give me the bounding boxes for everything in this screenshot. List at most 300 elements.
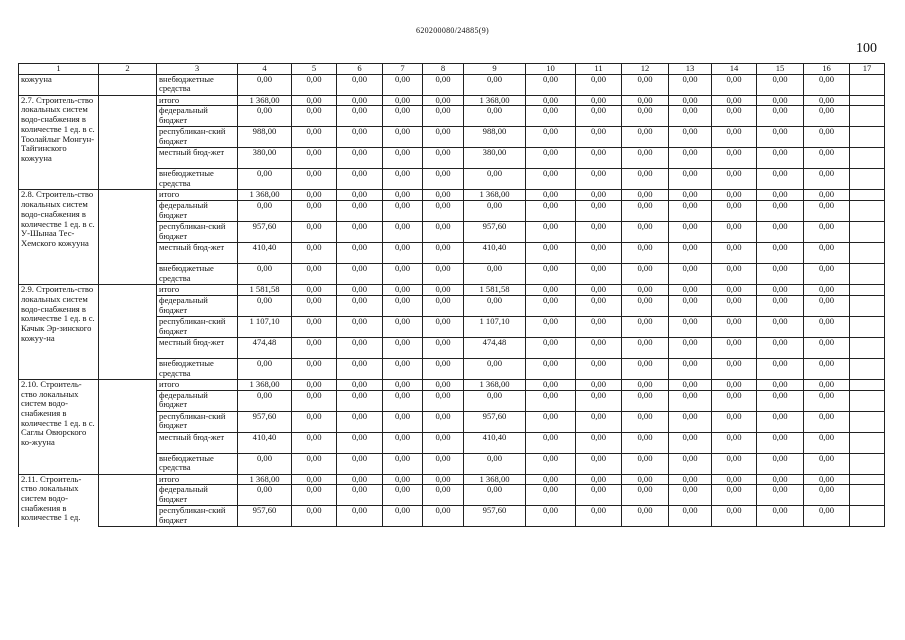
amount-cell: 0,00 bbox=[526, 485, 576, 506]
amount-cell: 0,00 bbox=[383, 379, 423, 390]
amount-cell: 1 107,10 bbox=[464, 316, 526, 337]
funding-source: внебюджетные средства bbox=[157, 74, 238, 95]
amount-cell: 0,00 bbox=[712, 453, 757, 474]
amount-cell: 0,00 bbox=[576, 285, 622, 296]
amount-cell: 0,00 bbox=[757, 264, 804, 285]
amount-cell: 0,00 bbox=[576, 127, 622, 148]
amount-cell: 0,00 bbox=[526, 474, 576, 485]
funding-source: итого bbox=[157, 95, 238, 106]
amount-cell: 0,00 bbox=[757, 411, 804, 432]
funding-source: итого bbox=[157, 190, 238, 201]
column-header: 4 bbox=[238, 64, 292, 75]
amount-cell: 0,00 bbox=[292, 74, 337, 95]
column-header: 7 bbox=[383, 64, 423, 75]
amount-cell: 0,00 bbox=[712, 358, 757, 379]
amount-cell: 0,00 bbox=[804, 474, 850, 485]
amount-cell: 0,00 bbox=[337, 127, 383, 148]
amount-cell: 0,00 bbox=[526, 506, 576, 527]
amount-cell: 0,00 bbox=[712, 169, 757, 190]
amount-cell: 0,00 bbox=[383, 285, 423, 296]
amount-cell: 0,00 bbox=[464, 453, 526, 474]
amount-cell: 1 368,00 bbox=[464, 190, 526, 201]
amount-cell: 0,00 bbox=[576, 74, 622, 95]
amount-cell: 0,00 bbox=[292, 201, 337, 222]
amount-cell: 957,60 bbox=[464, 222, 526, 243]
amount-cell: 0,00 bbox=[423, 201, 464, 222]
amount-cell: 0,00 bbox=[292, 295, 337, 316]
amount-cell: 0,00 bbox=[669, 295, 712, 316]
amount-cell: 0,00 bbox=[383, 485, 423, 506]
measure-name: 2.11. Строитель-ство локальных систем водо-снабжения в количестве 1 ед. bbox=[19, 474, 99, 527]
amount-cell: 0,00 bbox=[526, 316, 576, 337]
amount-cell: 0,00 bbox=[576, 474, 622, 485]
amount-cell: 0,00 bbox=[526, 432, 576, 453]
amount-cell: 0,00 bbox=[423, 74, 464, 95]
amount-cell: 0,00 bbox=[712, 106, 757, 127]
amount-cell: 0,00 bbox=[526, 264, 576, 285]
amount-cell: 0,00 bbox=[622, 222, 669, 243]
amount-cell: 0,00 bbox=[576, 379, 622, 390]
table-row bbox=[19, 474, 885, 485]
amount-cell: 0,00 bbox=[669, 358, 712, 379]
amount-cell: 0,00 bbox=[804, 222, 850, 243]
amount-cell: 0,00 bbox=[757, 358, 804, 379]
amount-cell: 0,00 bbox=[757, 222, 804, 243]
amount-cell: 0,00 bbox=[337, 316, 383, 337]
amount-cell: 0,00 bbox=[423, 432, 464, 453]
amount-cell: 0,00 bbox=[622, 106, 669, 127]
amount-cell: 0,00 bbox=[383, 453, 423, 474]
amount-cell: 0,00 bbox=[669, 243, 712, 264]
executor-cell bbox=[99, 74, 157, 95]
amount-cell: 0,00 bbox=[757, 148, 804, 169]
amount-cell: 0,00 bbox=[757, 285, 804, 296]
amount-cell: 0,00 bbox=[383, 74, 423, 95]
column-header: 15 bbox=[757, 64, 804, 75]
funding-source: внебюджетные средства bbox=[157, 453, 238, 474]
amount-cell: 0,00 bbox=[669, 95, 712, 106]
amount-cell: 0,00 bbox=[576, 411, 622, 432]
amount-cell: 0,00 bbox=[337, 95, 383, 106]
amount-cell: 0,00 bbox=[238, 295, 292, 316]
amount-cell: 0,00 bbox=[423, 243, 464, 264]
amount-cell: 0,00 bbox=[622, 506, 669, 527]
funding-source: федеральный бюджет bbox=[157, 201, 238, 222]
amount-cell: 0,00 bbox=[576, 264, 622, 285]
amount-cell: 0,00 bbox=[622, 337, 669, 358]
amount-cell: 0,00 bbox=[804, 190, 850, 201]
amount-cell: 0,00 bbox=[526, 222, 576, 243]
column-17-cell bbox=[850, 316, 885, 337]
amount-cell: 0,00 bbox=[423, 285, 464, 296]
amount-cell: 0,00 bbox=[669, 264, 712, 285]
amount-cell: 0,00 bbox=[757, 201, 804, 222]
amount-cell: 1 581,58 bbox=[238, 285, 292, 296]
column-17-cell bbox=[850, 106, 885, 127]
amount-cell: 0,00 bbox=[337, 106, 383, 127]
amount-cell: 0,00 bbox=[292, 337, 337, 358]
amount-cell: 0,00 bbox=[712, 411, 757, 432]
amount-cell: 0,00 bbox=[712, 337, 757, 358]
amount-cell: 0,00 bbox=[238, 74, 292, 95]
column-17-cell bbox=[850, 337, 885, 358]
amount-cell: 0,00 bbox=[669, 127, 712, 148]
amount-cell: 0,00 bbox=[757, 95, 804, 106]
amount-cell: 0,00 bbox=[337, 190, 383, 201]
amount-cell: 0,00 bbox=[576, 506, 622, 527]
amount-cell: 0,00 bbox=[757, 316, 804, 337]
amount-cell: 0,00 bbox=[622, 411, 669, 432]
amount-cell: 0,00 bbox=[804, 316, 850, 337]
amount-cell: 0,00 bbox=[576, 106, 622, 127]
amount-cell: 957,60 bbox=[238, 411, 292, 432]
column-17-cell bbox=[850, 411, 885, 432]
amount-cell: 0,00 bbox=[712, 506, 757, 527]
column-header: 8 bbox=[423, 64, 464, 75]
column-17-cell bbox=[850, 74, 885, 95]
amount-cell: 0,00 bbox=[383, 390, 423, 411]
column-header: 13 bbox=[669, 64, 712, 75]
funding-source: итого bbox=[157, 285, 238, 296]
amount-cell: 0,00 bbox=[383, 127, 423, 148]
column-header: 1 bbox=[19, 64, 99, 75]
amount-cell: 0,00 bbox=[804, 201, 850, 222]
amount-cell: 0,00 bbox=[292, 127, 337, 148]
amount-cell: 0,00 bbox=[804, 390, 850, 411]
amount-cell: 0,00 bbox=[757, 190, 804, 201]
amount-cell: 0,00 bbox=[238, 485, 292, 506]
amount-cell: 0,00 bbox=[712, 285, 757, 296]
amount-cell: 0,00 bbox=[712, 390, 757, 411]
amount-cell: 0,00 bbox=[622, 453, 669, 474]
funding-source: федеральный бюджет bbox=[157, 106, 238, 127]
amount-cell: 0,00 bbox=[337, 411, 383, 432]
amount-cell: 1 368,00 bbox=[238, 190, 292, 201]
amount-cell: 0,00 bbox=[526, 127, 576, 148]
amount-cell: 0,00 bbox=[757, 390, 804, 411]
amount-cell: 0,00 bbox=[669, 106, 712, 127]
amount-cell: 0,00 bbox=[238, 358, 292, 379]
funding-source: федеральный бюджет bbox=[157, 295, 238, 316]
amount-cell: 0,00 bbox=[669, 390, 712, 411]
amount-cell: 0,00 bbox=[383, 243, 423, 264]
amount-cell: 0,00 bbox=[526, 243, 576, 264]
amount-cell: 0,00 bbox=[712, 95, 757, 106]
column-header: 11 bbox=[576, 64, 622, 75]
funding-source: местный бюд-жет bbox=[157, 148, 238, 169]
amount-cell: 0,00 bbox=[423, 358, 464, 379]
amount-cell: 0,00 bbox=[622, 379, 669, 390]
amount-cell: 0,00 bbox=[292, 379, 337, 390]
amount-cell: 1 368,00 bbox=[464, 95, 526, 106]
amount-cell: 0,00 bbox=[622, 74, 669, 95]
amount-cell: 0,00 bbox=[804, 264, 850, 285]
amount-cell: 0,00 bbox=[337, 243, 383, 264]
amount-cell: 0,00 bbox=[423, 485, 464, 506]
amount-cell: 0,00 bbox=[383, 316, 423, 337]
amount-cell: 0,00 bbox=[669, 379, 712, 390]
amount-cell: 0,00 bbox=[383, 506, 423, 527]
executor-cell bbox=[99, 285, 157, 380]
column-17-cell bbox=[850, 190, 885, 201]
amount-cell: 0,00 bbox=[238, 453, 292, 474]
amount-cell: 0,00 bbox=[622, 295, 669, 316]
amount-cell: 0,00 bbox=[622, 148, 669, 169]
amount-cell: 0,00 bbox=[423, 316, 464, 337]
amount-cell: 0,00 bbox=[292, 432, 337, 453]
amount-cell: 0,00 bbox=[423, 390, 464, 411]
amount-cell: 1 368,00 bbox=[238, 474, 292, 485]
amount-cell: 0,00 bbox=[669, 453, 712, 474]
amount-cell: 0,00 bbox=[576, 222, 622, 243]
amount-cell: 0,00 bbox=[622, 390, 669, 411]
amount-cell: 0,00 bbox=[423, 337, 464, 358]
funding-source: республикан-ский бюджет bbox=[157, 316, 238, 337]
amount-cell: 1 368,00 bbox=[238, 95, 292, 106]
amount-cell: 988,00 bbox=[464, 127, 526, 148]
amount-cell: 0,00 bbox=[622, 95, 669, 106]
amount-cell: 0,00 bbox=[337, 358, 383, 379]
amount-cell: 0,00 bbox=[526, 390, 576, 411]
amount-cell: 0,00 bbox=[238, 201, 292, 222]
amount-cell: 0,00 bbox=[669, 190, 712, 201]
amount-cell: 0,00 bbox=[292, 95, 337, 106]
amount-cell: 0,00 bbox=[576, 453, 622, 474]
amount-cell: 0,00 bbox=[383, 295, 423, 316]
funding-source: федеральный бюджет bbox=[157, 390, 238, 411]
amount-cell: 0,00 bbox=[526, 148, 576, 169]
amount-cell: 0,00 bbox=[526, 379, 576, 390]
amount-cell: 0,00 bbox=[712, 295, 757, 316]
table-row bbox=[19, 379, 885, 390]
amount-cell: 0,00 bbox=[383, 222, 423, 243]
amount-cell: 0,00 bbox=[804, 453, 850, 474]
amount-cell: 0,00 bbox=[383, 190, 423, 201]
amount-cell: 0,00 bbox=[464, 485, 526, 506]
column-header: 12 bbox=[622, 64, 669, 75]
amount-cell: 0,00 bbox=[337, 264, 383, 285]
amount-cell: 0,00 bbox=[712, 243, 757, 264]
amount-cell: 0,00 bbox=[757, 295, 804, 316]
amount-cell: 957,60 bbox=[464, 506, 526, 527]
amount-cell: 0,00 bbox=[804, 337, 850, 358]
amount-cell: 0,00 bbox=[292, 390, 337, 411]
amount-cell: 0,00 bbox=[576, 337, 622, 358]
funding-source: внебюджетные средства bbox=[157, 169, 238, 190]
amount-cell: 0,00 bbox=[712, 190, 757, 201]
amount-cell: 0,00 bbox=[622, 127, 669, 148]
amount-cell: 0,00 bbox=[712, 485, 757, 506]
amount-cell: 0,00 bbox=[712, 316, 757, 337]
amount-cell: 0,00 bbox=[292, 264, 337, 285]
amount-cell: 0,00 bbox=[292, 285, 337, 296]
amount-cell: 0,00 bbox=[423, 190, 464, 201]
amount-cell: 0,00 bbox=[669, 222, 712, 243]
amount-cell: 0,00 bbox=[669, 506, 712, 527]
amount-cell: 0,00 bbox=[804, 95, 850, 106]
amount-cell: 0,00 bbox=[757, 74, 804, 95]
column-header: 6 bbox=[337, 64, 383, 75]
amount-cell: 474,48 bbox=[238, 337, 292, 358]
amount-cell: 410,40 bbox=[464, 243, 526, 264]
amount-cell: 0,00 bbox=[712, 474, 757, 485]
amount-cell: 0,00 bbox=[292, 190, 337, 201]
amount-cell: 410,40 bbox=[464, 432, 526, 453]
amount-cell: 0,00 bbox=[669, 316, 712, 337]
amount-cell: 0,00 bbox=[337, 337, 383, 358]
amount-cell: 0,00 bbox=[622, 432, 669, 453]
column-header: 16 bbox=[804, 64, 850, 75]
amount-cell: 0,00 bbox=[757, 243, 804, 264]
amount-cell: 0,00 bbox=[622, 169, 669, 190]
column-header: 2 bbox=[99, 64, 157, 75]
amount-cell: 0,00 bbox=[757, 169, 804, 190]
amount-cell: 0,00 bbox=[423, 148, 464, 169]
amount-cell: 0,00 bbox=[804, 485, 850, 506]
amount-cell: 0,00 bbox=[423, 453, 464, 474]
amount-cell: 0,00 bbox=[383, 411, 423, 432]
amount-cell: 0,00 bbox=[804, 169, 850, 190]
amount-cell: 0,00 bbox=[804, 358, 850, 379]
amount-cell: 0,00 bbox=[669, 432, 712, 453]
column-header: 14 bbox=[712, 64, 757, 75]
amount-cell: 0,00 bbox=[757, 127, 804, 148]
table-row bbox=[19, 190, 885, 201]
amount-cell: 0,00 bbox=[423, 127, 464, 148]
column-header: 10 bbox=[526, 64, 576, 75]
amount-cell: 0,00 bbox=[669, 169, 712, 190]
amount-cell: 0,00 bbox=[669, 74, 712, 95]
column-header: 5 bbox=[292, 64, 337, 75]
amount-cell: 0,00 bbox=[337, 379, 383, 390]
column-17-cell bbox=[850, 222, 885, 243]
amount-cell: 0,00 bbox=[383, 264, 423, 285]
amount-cell: 0,00 bbox=[337, 295, 383, 316]
amount-cell: 0,00 bbox=[712, 74, 757, 95]
amount-cell: 0,00 bbox=[423, 264, 464, 285]
column-17-cell bbox=[850, 432, 885, 453]
amount-cell: 0,00 bbox=[292, 453, 337, 474]
amount-cell: 0,00 bbox=[576, 358, 622, 379]
amount-cell: 0,00 bbox=[292, 222, 337, 243]
amount-cell: 0,00 bbox=[292, 485, 337, 506]
amount-cell: 0,00 bbox=[526, 201, 576, 222]
amount-cell: 0,00 bbox=[337, 390, 383, 411]
amount-cell: 0,00 bbox=[804, 432, 850, 453]
amount-cell: 0,00 bbox=[423, 411, 464, 432]
amount-cell: 0,00 bbox=[464, 74, 526, 95]
column-17-cell bbox=[850, 243, 885, 264]
amount-cell: 0,00 bbox=[337, 485, 383, 506]
amount-cell: 0,00 bbox=[464, 106, 526, 127]
amount-cell: 0,00 bbox=[337, 432, 383, 453]
amount-cell: 0,00 bbox=[576, 169, 622, 190]
amount-cell: 0,00 bbox=[464, 264, 526, 285]
amount-cell: 380,00 bbox=[464, 148, 526, 169]
amount-cell: 0,00 bbox=[238, 106, 292, 127]
amount-cell: 0,00 bbox=[804, 295, 850, 316]
amount-cell: 0,00 bbox=[423, 379, 464, 390]
amount-cell: 0,00 bbox=[464, 358, 526, 379]
amount-cell: 0,00 bbox=[423, 474, 464, 485]
amount-cell: 0,00 bbox=[757, 432, 804, 453]
amount-cell: 0,00 bbox=[576, 148, 622, 169]
amount-cell: 0,00 bbox=[669, 474, 712, 485]
column-17-cell bbox=[850, 474, 885, 485]
amount-cell: 0,00 bbox=[292, 411, 337, 432]
funding-source: республикан-ский бюджет bbox=[157, 506, 238, 527]
amount-cell: 1 107,10 bbox=[238, 316, 292, 337]
funding-source: внебюджетные средства bbox=[157, 358, 238, 379]
column-17-cell bbox=[850, 148, 885, 169]
amount-cell: 0,00 bbox=[423, 222, 464, 243]
column-17-cell bbox=[850, 358, 885, 379]
measure-name: 2.8. Строитель-ство локальных систем водо-снабжения в количестве 1 ед. в с. У-Шынаа Тес-Хемского кожууна bbox=[19, 190, 99, 285]
amount-cell: 0,00 bbox=[464, 169, 526, 190]
amount-cell: 410,40 bbox=[238, 243, 292, 264]
amount-cell: 0,00 bbox=[712, 222, 757, 243]
amount-cell: 0,00 bbox=[712, 432, 757, 453]
amount-cell: 0,00 bbox=[383, 201, 423, 222]
funding-source: федеральный бюджет bbox=[157, 485, 238, 506]
amount-cell: 0,00 bbox=[337, 453, 383, 474]
amount-cell: 474,48 bbox=[464, 337, 526, 358]
amount-cell: 0,00 bbox=[292, 316, 337, 337]
amount-cell: 0,00 bbox=[292, 148, 337, 169]
executor-cell bbox=[99, 95, 157, 190]
column-header: 3 bbox=[157, 64, 238, 75]
column-17-cell bbox=[850, 95, 885, 106]
amount-cell: 0,00 bbox=[337, 506, 383, 527]
amount-cell: 0,00 bbox=[292, 106, 337, 127]
amount-cell: 0,00 bbox=[337, 201, 383, 222]
budget-table bbox=[18, 63, 885, 527]
column-17-cell bbox=[850, 127, 885, 148]
column-17-cell bbox=[850, 506, 885, 527]
amount-cell: 0,00 bbox=[526, 358, 576, 379]
amount-cell: 0,00 bbox=[757, 485, 804, 506]
amount-cell: 1 368,00 bbox=[464, 379, 526, 390]
amount-cell: 0,00 bbox=[712, 127, 757, 148]
amount-cell: 0,00 bbox=[669, 411, 712, 432]
executor-cell bbox=[99, 190, 157, 285]
amount-cell: 0,00 bbox=[669, 485, 712, 506]
table-row bbox=[19, 95, 885, 106]
executor-cell bbox=[99, 379, 157, 474]
amount-cell: 0,00 bbox=[464, 390, 526, 411]
funding-source: итого bbox=[157, 379, 238, 390]
measure-name: 2.10. Строитель-ство локальных систем водо-снабжения в количестве 1 ед. в с. Саглы Овюрского ко-жууна bbox=[19, 379, 99, 474]
amount-cell: 0,00 bbox=[757, 337, 804, 358]
amount-cell: 410,40 bbox=[238, 432, 292, 453]
amount-cell: 0,00 bbox=[337, 169, 383, 190]
table-row bbox=[19, 285, 885, 296]
amount-cell: 0,00 bbox=[712, 201, 757, 222]
amount-cell: 0,00 bbox=[622, 190, 669, 201]
amount-cell: 0,00 bbox=[622, 243, 669, 264]
amount-cell: 0,00 bbox=[622, 358, 669, 379]
amount-cell: 0,00 bbox=[757, 506, 804, 527]
amount-cell: 0,00 bbox=[804, 285, 850, 296]
amount-cell: 0,00 bbox=[337, 222, 383, 243]
funding-source: республикан-ский бюджет bbox=[157, 411, 238, 432]
amount-cell: 380,00 bbox=[238, 148, 292, 169]
amount-cell: 0,00 bbox=[383, 474, 423, 485]
amount-cell: 0,00 bbox=[804, 411, 850, 432]
amount-cell: 0,00 bbox=[383, 169, 423, 190]
amount-cell: 0,00 bbox=[526, 453, 576, 474]
amount-cell: 0,00 bbox=[757, 453, 804, 474]
